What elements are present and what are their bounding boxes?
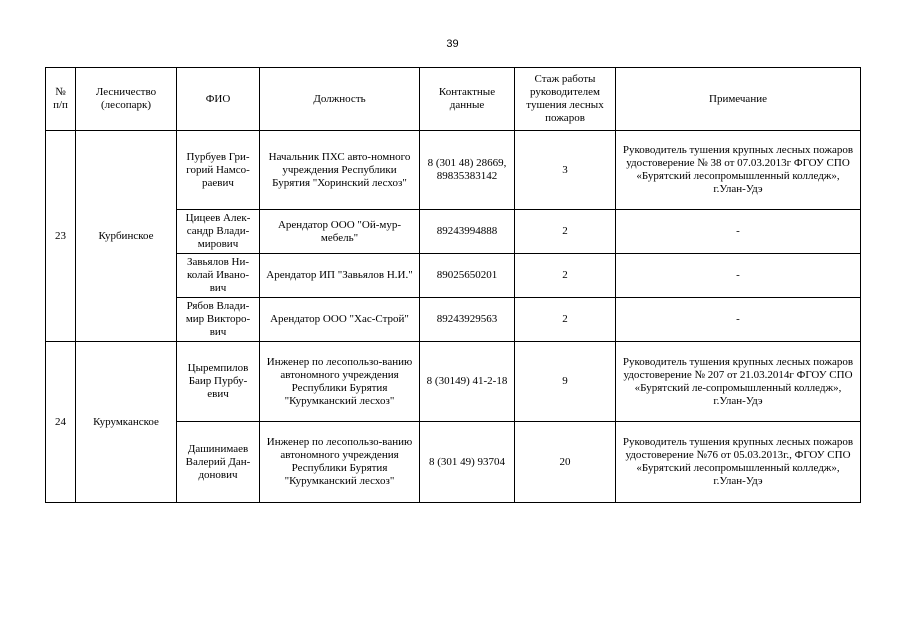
- cell-name: Пурбуев Гри-горий Намсо-раевич: [177, 131, 260, 210]
- cell-contacts: 89243994888: [420, 210, 515, 254]
- header-position: Должность: [260, 68, 420, 131]
- cell-name: Цыремпилов Баир Пурбу-евич: [177, 342, 260, 422]
- header-row: [46, 68, 861, 131]
- cell-note: Руководитель тушения крупных лесных пожаров удостоверение № 207 от 21.03.2014г ФГОУ СПО «Бурятский ле-сопромышленный колледж», г.Улан-Удэ: [616, 342, 861, 422]
- page-number: 39: [446, 38, 459, 50]
- cell-experience: 2: [515, 210, 616, 254]
- cell-experience: 20: [515, 422, 616, 503]
- table-row: [46, 131, 861, 210]
- group-num: 23: [46, 131, 76, 342]
- cell-name: Завьялов Ни-колай Ивано-вич: [177, 254, 260, 298]
- header-forestry: Лесничество (лесопарк): [76, 68, 177, 131]
- cell-note: -: [616, 210, 861, 254]
- header-num: № п/п: [46, 68, 76, 131]
- group-num: 24: [46, 342, 76, 503]
- header-name: ФИО: [177, 68, 260, 131]
- table-row: [46, 342, 861, 422]
- cell-note: Руководитель тушения крупных лесных пожаров удостоверение № 38 от 07.03.2013г ФГОУ СПО «Бурятский лесопромышленный колледж», г.Улан-Удэ: [616, 131, 861, 210]
- cell-position: Инженер по лесопользо-ванию автономного учреждения Республики Бурятия "Курумканский лесхоз": [260, 342, 420, 422]
- cell-position: Инженер по лесопользо-ванию автономного учреждения Республики Бурятия "Курумканский лесхоз": [260, 422, 420, 503]
- cell-position: Начальник ПХС авто-номного учреждения Республики Бурятия "Хоринский лесхоз": [260, 131, 420, 210]
- header-experience: Стаж работы руководителем тушения лесных пожаров: [515, 68, 616, 131]
- cell-name: Цицеев Алек-сандр Влади-мирович: [177, 210, 260, 254]
- cell-note: -: [616, 298, 861, 342]
- cell-name: Рябов Влади-мир Викторо-вич: [177, 298, 260, 342]
- cell-name: Дашинимаев Валерий Дан-донович: [177, 422, 260, 503]
- cell-experience: 2: [515, 298, 616, 342]
- cell-position: Арендатор ООО "Хас-Строй": [260, 298, 420, 342]
- cell-contacts: 8 (301 49) 93704: [420, 422, 515, 503]
- cell-position: Арендатор ООО "Ой-мур-мебель": [260, 210, 420, 254]
- cell-experience: 9: [515, 342, 616, 422]
- group-forestry: Курумканское: [76, 342, 177, 503]
- cell-contacts: 89025650201: [420, 254, 515, 298]
- cell-experience: 3: [515, 131, 616, 210]
- header-note: Примечание: [616, 68, 861, 131]
- cell-contacts: 89243929563: [420, 298, 515, 342]
- group-forestry: Курбинское: [76, 131, 177, 342]
- cell-contacts: 8 (301 48) 28669, 89835383142: [420, 131, 515, 210]
- cell-experience: 2: [515, 254, 616, 298]
- forestry-staff-table: [45, 67, 861, 503]
- cell-note: -: [616, 254, 861, 298]
- cell-note: Руководитель тушения крупных лесных пожаров удостоверение №76 от 05.03.2013г., ФГОУ СПО «Бурятский лесопромышленный колледж», г.Улан-Удэ: [616, 422, 861, 503]
- cell-contacts: 8 (30149) 41-2-18: [420, 342, 515, 422]
- header-contacts: Контактные данные: [420, 68, 515, 131]
- cell-position: Арендатор ИП "Завьялов Н.И.": [260, 254, 420, 298]
